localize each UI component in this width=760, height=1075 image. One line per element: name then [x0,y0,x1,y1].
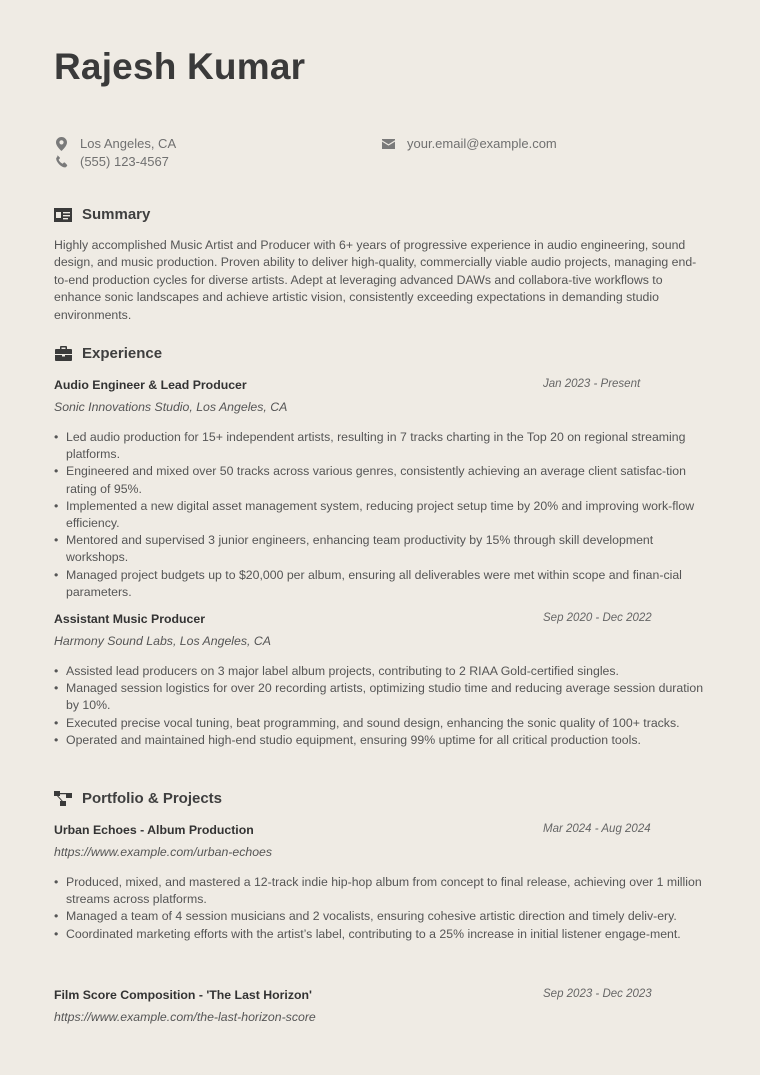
list-item: • Assisted lead producers on 3 major label album projects, contributing to 2 RIAA Gold-certified singles. [54,663,714,680]
list-item: • Mentored and supervised 3 junior engineers, enhancing team productivity by 15% through skill development workshops. [54,532,714,566]
job-company: Sonic Innovations Studio, Los Angeles, CA [54,400,288,414]
id-card-icon [54,207,72,223]
job-dates: Jan 2023 - Present [543,378,641,390]
list-item: • Engineered and mixed over 50 tracks across various genres, consistently achieving an average client satisfac-tion rating of 95%. [54,463,714,497]
job-bullets [54,429,714,601]
location-text: Los Angeles, CA [80,136,177,151]
project-title: Urban Echoes - Album Production [54,823,254,837]
phone-text: (555) 123-4567 [80,154,169,169]
envelope-icon [381,137,395,151]
project-url[interactable]: https://www.example.com/urban-echoes [54,845,273,859]
candidate-name: Rajesh Kumar [54,46,306,87]
list-item: • Managed project budgets up to $20,000 per album, ensuring all deliverables were met within scope and finan-cial parameters. [54,567,714,601]
job-bullets [54,663,714,749]
map-pin-icon [54,137,68,151]
project-bullets [54,874,714,943]
phone-icon [54,155,68,169]
job-title: Audio Engineer & Lead Producer [54,378,247,392]
contact-phone [54,154,169,169]
contact-email [381,136,557,151]
list-item: • Led audio production for 15+ independent artists, resulting in 7 tracks charting in the Top 20 on regional streaming platforms. [54,429,714,463]
briefcase-icon [54,346,72,362]
project-title: Film Score Composition - 'The Last Horizon' [54,988,312,1002]
job-dates: Sep 2020 - Dec 2022 [543,612,652,624]
project-dates: Sep 2023 - Dec 2023 [543,988,652,1000]
list-item: • Implemented a new digital asset management system, reducing project setup time by 20% and improving work-flow efficiency. [54,498,714,532]
list-item: • Coordinated marketing efforts with the artist’s label, contributing to a 25% increase in initial listener engage-ment. [54,926,714,943]
list-item: • Produced, mixed, and mastered a 12-track indie hip-hop album from concept to final release, achieving over 1 million streams across platforms. [54,874,714,908]
experience-heading: Experience [54,345,162,362]
summary-text: Highly accomplished Music Artist and Producer with 6+ years of progressive experience in audio engineering, sound design, and music production. Proven ability to deliver high-quality, commercially viable audio projects, managing end-to-end production cycles for diverse artists. Adept at leveraging advanced DAWs and collabora-tive workflows to enhance sonic landscapes and achieve artistic vision, consistently exceeding expectations in demanding studio environments. [54,238,697,322]
job-company: Harmony Sound Labs, Los Angeles, CA [54,634,271,648]
list-item: • Executed precise vocal tuning, beat programming, and sound design, enhancing the sonic quality of 100+ tracks. [54,715,714,732]
project-dates: Mar 2024 - Aug 2024 [543,823,651,835]
portfolio-heading: Portfolio & Projects [54,790,222,807]
list-item: • Managed a team of 4 session musicians and 2 vocalists, ensuring cohesive artistic direction and timely deliv-ery. [54,908,714,925]
job-title: Assistant Music Producer [54,612,206,626]
list-item: • Operated and maintained high-end studio equipment, ensuring 99% uptime for all critical production tools. [54,732,714,749]
contact-location [54,136,176,151]
project-url[interactable]: https://www.example.com/the-last-horizon-score [54,1010,316,1024]
list-item: • Managed session logistics for over 20 recording artists, optimizing studio time and reducing average session duration by 10%. [54,680,714,714]
email-text[interactable]: your.email@example.com [407,136,557,151]
summary-heading: Summary [54,206,150,223]
project-diagram-icon [54,791,72,807]
